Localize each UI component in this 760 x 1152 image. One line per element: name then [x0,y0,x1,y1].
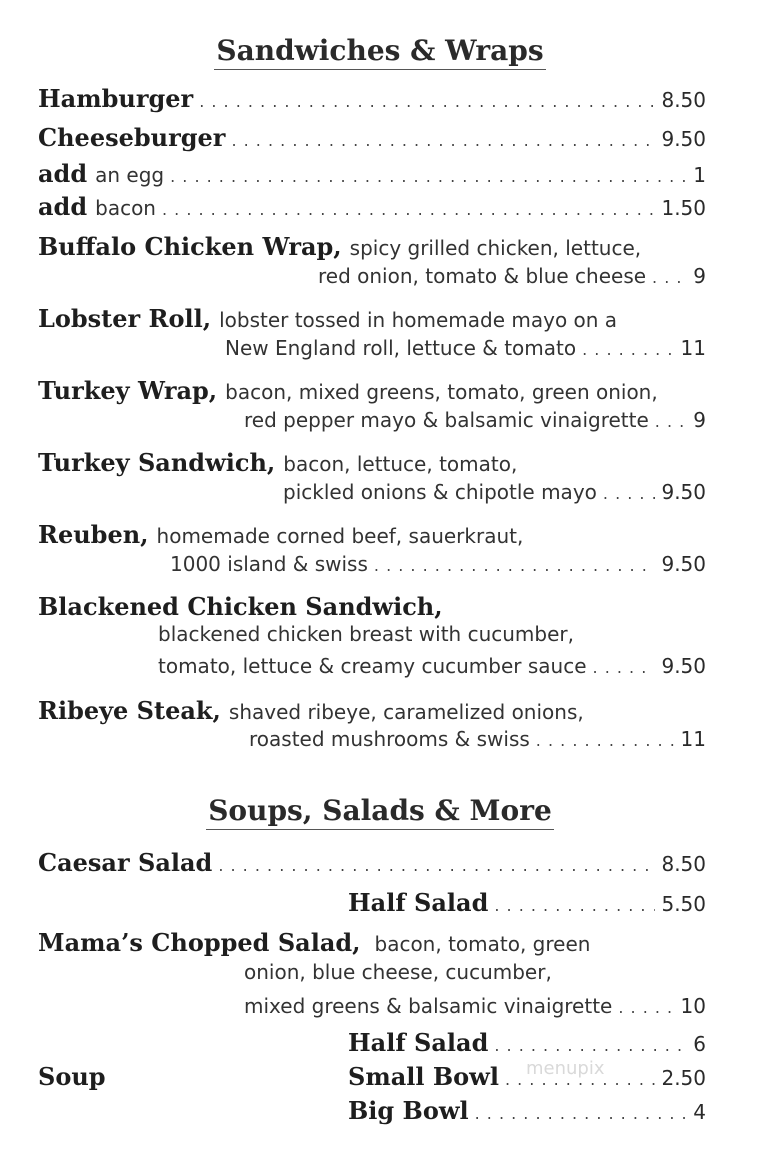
item-add-label: add [38,192,88,221]
menu-item-lobster-roll-line2 [225,336,706,366]
menu-item-hamburger [38,84,706,114]
item-name: Reuben, [38,520,149,549]
item-price: 9.50 [661,127,706,151]
menu-item-reuben [38,520,706,550]
item-price: 9 [693,264,706,288]
item-price: 9.50 [661,654,706,678]
item-price: 9.50 [661,480,706,504]
menu-item-buffalo-wrap-line2 [318,264,706,294]
item-desc: New England roll, lettuce & tomato [225,336,577,360]
item-price: 1.50 [661,196,706,220]
item-desc: 1000 island & swiss [170,552,368,576]
item-desc: mixed greens & balsamic vinaigrette [244,994,613,1018]
menu-item-blackened-chicken-line3 [158,654,706,684]
menu-item-turkey-wrap [38,376,706,406]
menu-item-ribeye-steak-line2 [249,727,706,757]
menu-item-caesar-half-salad [348,888,706,918]
watermark: menupix [526,1058,605,1079]
menu-item-caesar-salad [38,848,706,878]
menu-item-turkey-sandwich-line2 [283,480,706,510]
item-desc: lobster tossed in homemade mayo on a [219,308,618,332]
item-desc: bacon, tomato, green [374,932,591,956]
dot-leader [231,131,655,150]
item-price: 11 [680,336,706,360]
menu-item-mamas-chopped-salad-line2 [244,960,706,990]
menu-item-turkey-sandwich [38,448,706,478]
item-desc: red pepper mayo & balsamic vinaigrette [244,408,649,432]
menu-item-blackened-chicken-line2 [158,622,706,652]
item-name: Small Bowl [348,1062,499,1091]
dot-leader [162,200,655,219]
item-add-label: add [38,159,88,188]
menu-item-mamas-chopped-salad [38,928,706,958]
item-name: Caesar Salad [38,848,213,877]
item-desc: blackened chicken breast with cucumber, [158,622,574,646]
dot-leader [655,412,688,431]
item-desc: bacon [95,196,156,220]
item-desc: shaved ribeye, caramelized onions, [228,700,584,724]
dot-leader [170,167,687,186]
item-price: 2.50 [661,1066,706,1090]
dot-leader [218,856,655,875]
item-name: Turkey Wrap, [38,376,218,405]
item-desc: pickled onions & chipotle mayo [283,480,597,504]
section-title-soups: Soups, Salads & More [0,794,760,827]
item-price: 9.50 [661,552,706,576]
menu-item-soup-big-bowl [348,1096,706,1126]
item-name: Soup [38,1062,106,1091]
dot-leader [652,268,687,287]
dot-leader [603,484,656,503]
item-price: 4 [693,1100,706,1124]
item-name: Lobster Roll, [38,304,212,333]
item-price: 8.50 [661,88,706,112]
item-name: Buffalo Chicken Wrap, [38,232,342,261]
item-desc: roasted mushrooms & swiss [249,727,530,751]
item-price: 9 [693,408,706,432]
item-price: 5.50 [661,892,706,916]
menu-item-soup [38,1062,238,1092]
menu-item-mamas-half-salad [348,1028,706,1058]
menu-item-lobster-roll [38,304,706,334]
item-name: Ribeye Steak, [38,696,221,725]
menu-item-add-bacon [38,192,706,222]
dot-leader [582,340,674,359]
item-price: 10 [680,994,706,1018]
dot-leader [593,658,656,677]
item-name: Cheeseburger [38,123,226,152]
menu-item-blackened-chicken [38,592,706,622]
item-desc: bacon, lettuce, tomato, [283,452,518,476]
item-price: 1 [693,163,706,187]
item-desc: tomato, lettuce & creamy cucumber sauce [158,654,587,678]
menu-item-ribeye-steak [38,696,706,726]
item-desc: homemade corned beef, sauerkraut, [156,524,524,548]
item-price: 8.50 [661,852,706,876]
dot-leader [494,896,655,915]
menu-item-reuben-line2 [170,552,706,582]
dot-leader [618,998,674,1017]
item-name: Big Bowl [348,1096,469,1125]
item-price: 6 [693,1032,706,1056]
menu-item-buffalo-wrap [38,232,706,262]
item-price: 11 [680,727,706,751]
item-name: Half Salad [348,1028,489,1057]
menu-item-mamas-chopped-salad-line3 [244,994,706,1024]
dot-leader [199,92,655,111]
item-name: Half Salad [348,888,489,917]
menu-item-add-egg [38,159,706,189]
item-name: Turkey Sandwich, [38,448,276,477]
dot-leader [494,1036,687,1055]
dot-leader [475,1104,688,1123]
item-name: Blackened Chicken Sandwich, [38,592,443,621]
item-desc: bacon, mixed greens, tomato, green onion, [225,380,658,404]
item-name: Mama’s Chopped Salad, [38,928,361,957]
item-desc: spicy grilled chicken, lettuce, [349,236,642,260]
section-title-sandwiches: Sandwiches & Wraps [0,34,760,67]
item-desc: an egg [95,163,165,187]
dot-leader [536,731,675,750]
menu-item-cheeseburger [38,123,706,153]
menu-item-turkey-wrap-line2 [244,408,706,438]
item-name: Hamburger [38,84,194,113]
item-desc: red onion, tomato & blue cheese [318,264,647,288]
dot-leader [374,556,656,575]
item-desc: onion, blue cheese, cucumber, [244,960,552,984]
